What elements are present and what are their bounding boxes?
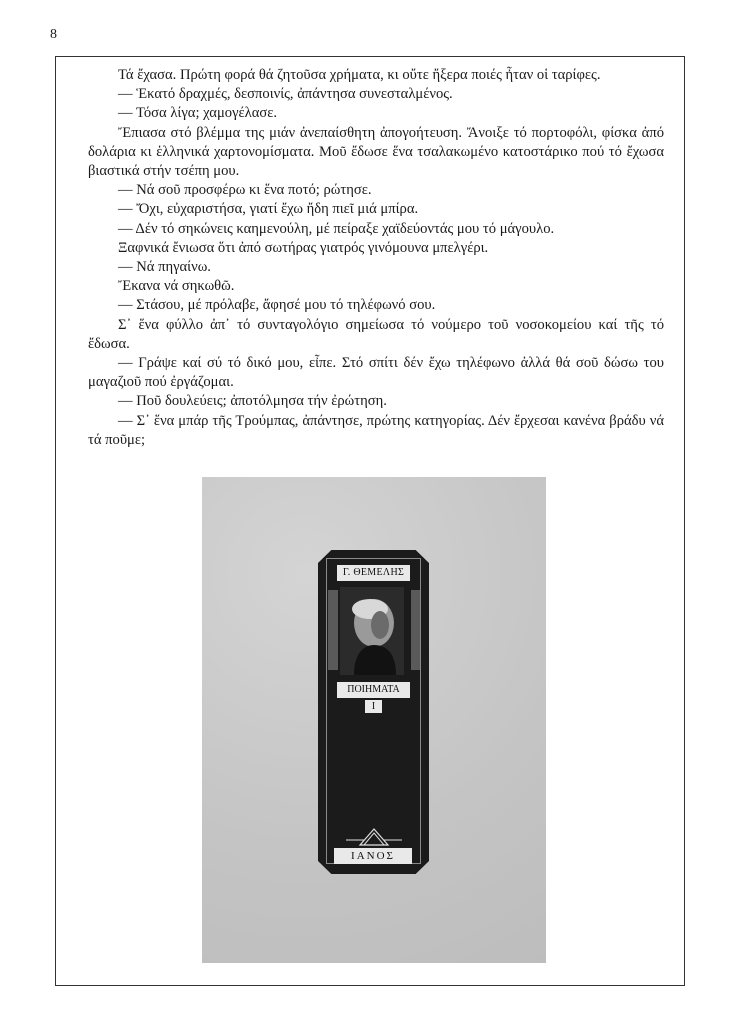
book-author-label: Γ. ΘΕΜΕΛΗΣ (337, 565, 410, 581)
portrait-icon (340, 587, 404, 675)
paragraph: — Τόσα λίγα; χαμογέλασε. (118, 105, 278, 122)
publisher-logo (344, 828, 404, 846)
paragraph: Ἔπιασα στό βλέμμα της μιάν ἀνεπαίσθητη ἀπογοήτευση. Ἄνοιξε τό πορτοφόλι, φίσκα ἀπό δολάρια κι ἑλληνικά χαρτονομίσματα. Μοῦ ἔδωσε ἕνα τσαλακωμένο κατοστάρικο πού τό ἔχωσα βιαστικά στήν τσέπη μου. (88, 124, 664, 180)
paragraph: — Ὄχι, εὐχαριστήσα, γιατί ἔχω ἤδη πιεῖ μιά μπίρα. (118, 201, 419, 218)
spine-decoration-right (411, 590, 421, 670)
paragraph: — Ποῦ δουλεύεις; ἀποτόλμησα τήν ἐρώτηση. (118, 393, 387, 410)
paragraph: Σ᾽ ἕνα φύλλο ἀπ᾽ τό συνταγολόγιο σημείωσα τό νούμερο τοῦ νοσοκομείου καί τῆς τό ἔδωσα. (88, 316, 664, 352)
paragraph: — Νά πηγαίνω. (118, 259, 211, 276)
paragraph: — Στάσου, μέ πρόλαβε, ἄφησέ μου τό τηλέφωνό σου. (118, 297, 436, 314)
page-number: 8 (50, 27, 57, 42)
author-portrait (340, 587, 404, 675)
paragraph: — Ἑκατό δραχμές, δεσποινίς, ἀπάντησα συνεσταλμένος. (118, 86, 453, 103)
paragraph: — Γράψε καί σύ τό δικό μου, εἶπε. Στό σπίτι δέν ἔχω τηλέφωνο ἀλλά θά σοῦ δώσω του μαγαζιοῦ πού ἐργάζομαι. (88, 355, 664, 391)
book-volume-label: Ι (365, 700, 382, 713)
paragraph: — Σ᾽ ἕνα μπάρ τῆς Τρούμπας, ἀπάντησε, πρώτης κατηγορίας. Δέν ἔρχεσαι κανένα βράδυ νά τά ποῦμε; (88, 412, 664, 448)
paragraph: — Νά σοῦ προσφέρω κι ἕνα ποτό; ρώτησε. (118, 182, 372, 199)
publisher-logo-icon (344, 828, 404, 846)
book-title-label: ΠΟΙΗΜΑΤΑ (337, 682, 410, 698)
paragraph: — Δέν τό σηκώνεις καημενούλη, μέ πείραξε χαϊδεύοντάς μου τό μάγουλο. (118, 220, 555, 237)
paragraph: Τά ἔχασα. Πρώτη φορά θά ζητοῦσα χρήματα, κι οὔτε ἤξερα ποιές ἦταν οἱ ταρίφες. (118, 67, 601, 83)
text-body (88, 66, 664, 450)
book-publisher-label: ΙΑΝΟΣ (334, 848, 412, 864)
paragraph: Ἔκανα νά σηκωθῶ. (118, 278, 235, 295)
paragraph: Ξαφνικά ἔνιωσα ὅτι ἀπό σωτήρας γιατρός γινόμουνα μπελγέρι. (118, 239, 489, 256)
spine-decoration-left (328, 590, 338, 670)
